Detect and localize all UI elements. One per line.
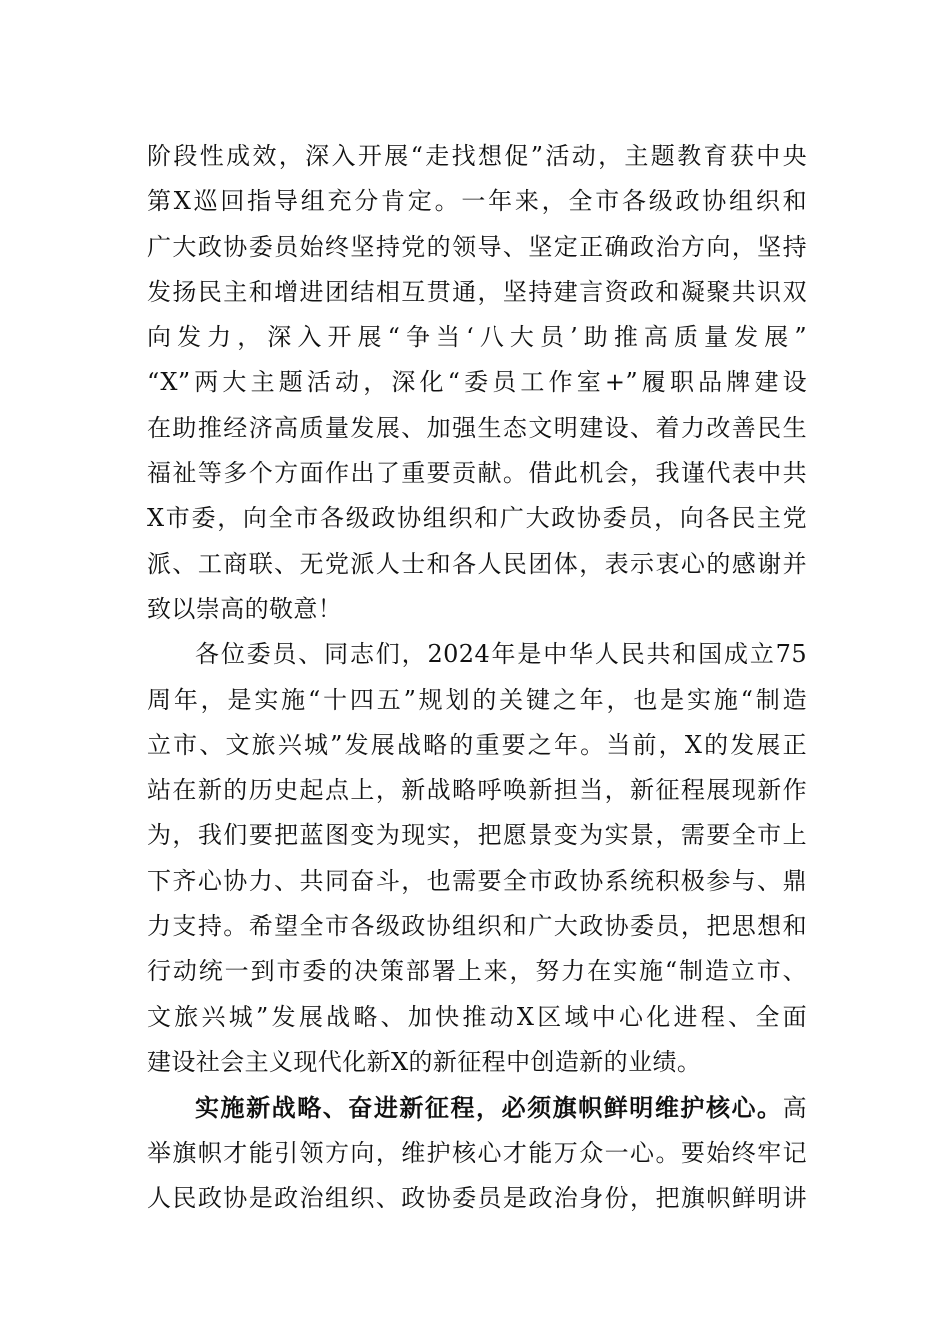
text-line: 站在新的历史起点上，新战略呼唤新担当，新征程展现新作 — [147, 776, 807, 805]
text-line: 文旅兴城”发展战略、加快推动X区域中心化进程、全面 — [147, 1002, 807, 1031]
text-line: 阶段性成效，深入开展“走找想促”活动，主题教育获中央 — [147, 142, 807, 170]
text-line: 建设社会主义现代化新X的新征程中创造新的业绩。 — [147, 1047, 702, 1076]
text-line: 力支持。希望全市各级政协组织和广大政协委员，把思想和 — [147, 912, 807, 941]
text-line: 人民政协是政治组织、政协委员是政治身份，把旗帜鲜明讲 — [147, 1183, 807, 1212]
text-line: 致以崇高的敬意！ — [147, 594, 343, 623]
text-line: 行动统一到市委的决策部署上来，努力在实施“制造立市、 — [147, 957, 807, 986]
text-line — [147, 1085, 807, 1130]
paragraph-2 — [147, 632, 807, 1085]
text-line: “X”两大主题活动，深化“委员工作室+”履职品牌建设 — [147, 368, 807, 397]
paragraph-3 — [147, 1085, 807, 1221]
text-line: 福祉等多个方面作出了重要贡献。借此机会，我谨代表中共 — [147, 459, 807, 488]
text-line: X市委，向全市各级政协组织和广大政协委员，向各民主党 — [147, 504, 807, 533]
text-line: 下齐心协力、共同奋斗，也需要全市政协系统积极参与、鼎 — [147, 866, 807, 895]
text-line: 立市、文旅兴城”发展战略的重要之年。当前，X的发展正 — [147, 730, 807, 759]
bold-heading-text: 实施新战略、奋进新征程，必须旗帜鲜明维护核心。 — [195, 1093, 783, 1123]
paragraph-1 — [147, 134, 807, 632]
document-body — [147, 134, 807, 1221]
text-line: 周年，是实施“十四五”规划的关键之年，也是实施“制造 — [147, 685, 807, 714]
text-line: 向发力，深入开展“争当‘八大员’助推高质量发展” — [147, 323, 807, 352]
text-line: 举旗帜才能引领方向，维护核心才能万众一心。要始终牢记 — [147, 1138, 807, 1167]
text-line: 发扬民主和增进团结相互贯通，坚持建言资政和凝聚共识双 — [147, 277, 807, 306]
text-line: 各位委员、同志们，2024年是中华人民共和国成立75 — [195, 640, 807, 669]
text-line: 广大政协委员始终坚持党的领导、坚定正确政治方向，坚持 — [147, 232, 807, 261]
text-line: 第X巡回指导组充分肯定。一年来，全市各级政协组织和 — [147, 187, 807, 216]
text-line: 为，我们要把蓝图变为现实，把愿景变为实景，需要全市上 — [147, 821, 807, 850]
text-run: 高 — [782, 1094, 807, 1123]
text-line: 在助推经济高质量发展、加强生态文明建设、着力改善民生 — [147, 413, 807, 442]
text-line: 派、工商联、无党派人士和各人民团体，表示衷心的感谢并 — [147, 549, 807, 578]
